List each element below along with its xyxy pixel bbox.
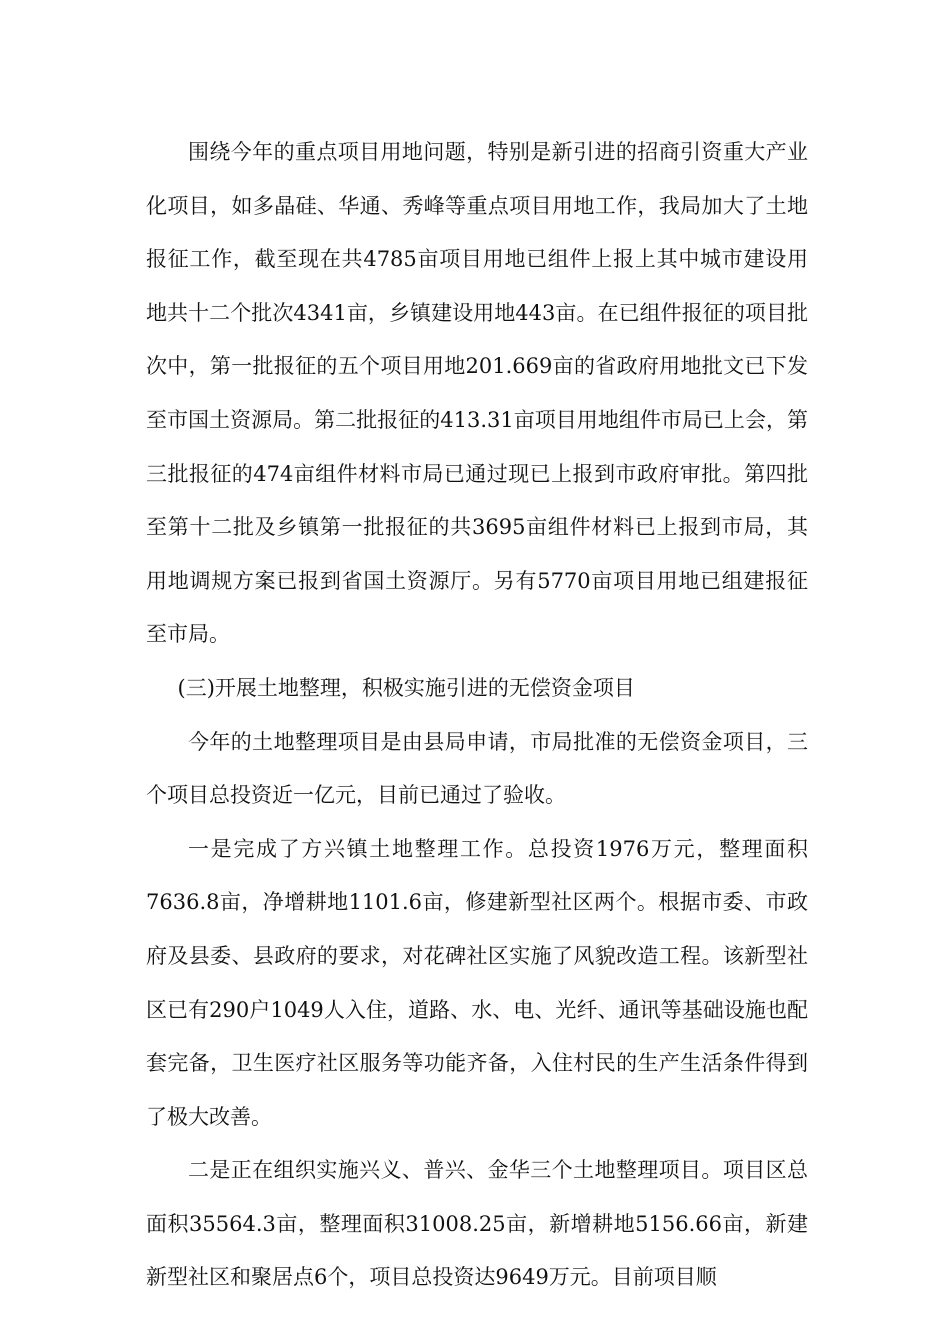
document-body	[146, 126, 808, 1305]
paragraph-land-acquisition: 围绕今年的重点项目用地问题，特别是新引进的招商引资重大产业化项目，如多晶硅、华通、秀峰等重点项目用地工作，我局加大了土地报征工作，截至现在共4785亩项目用地已组件上报上其中城市建设用地共十二个批次4341亩，乡镇建设用地443亩。在已组件报征的项目批次中，第一批报征的五个项目用地201.669亩的省政府用地批文已下发至市国土资源局。第二批报征的413.31亩项目用地组件市局已上会，第三批报征的474亩组件材料市局已通过现已上报到市政府审批。第四批至第十二批及乡镇第一批报征的共3695亩组件材料已上报到市局，其用地调规方案已报到省国土资源厅。另有5770亩项目用地已组建报征至市局。	[146, 140, 808, 647]
paragraph-fangxing-project: 一是完成了方兴镇土地整理工作。总投资1976万元，整理面积7636.8亩，净增耕地1101.6亩，修建新型社区两个。根据市委、市政府及县委、县政府的要求，对花碑社区实施了风貌改造工程。该新型社区已有290户1049人入住，道路、水、电、光纤、通讯等基础设施也配套完备，卫生医疗社区服务等功能齐备，入住村民的生产生活条件得到了极大改善。	[146, 836, 808, 1129]
paragraph-three-projects: 二是正在组织实施兴义、普兴、金华三个土地整理项目。项目区总面积35564.3亩，整理面积31008.25亩，新增耕地5156.66亩，新建新型社区和聚居点6个，项目总投资达9649万元。目前项目顺	[146, 1158, 808, 1290]
paragraph-consolidation-overview: 今年的土地整理项目是由县局申请，市局批准的无偿资金项目，三个项目总投资近一亿元，目前已通过了验收。	[146, 729, 808, 808]
section-heading-land-consolidation: (三)开展土地整理，积极实施引进的无偿资金项目	[177, 675, 635, 700]
